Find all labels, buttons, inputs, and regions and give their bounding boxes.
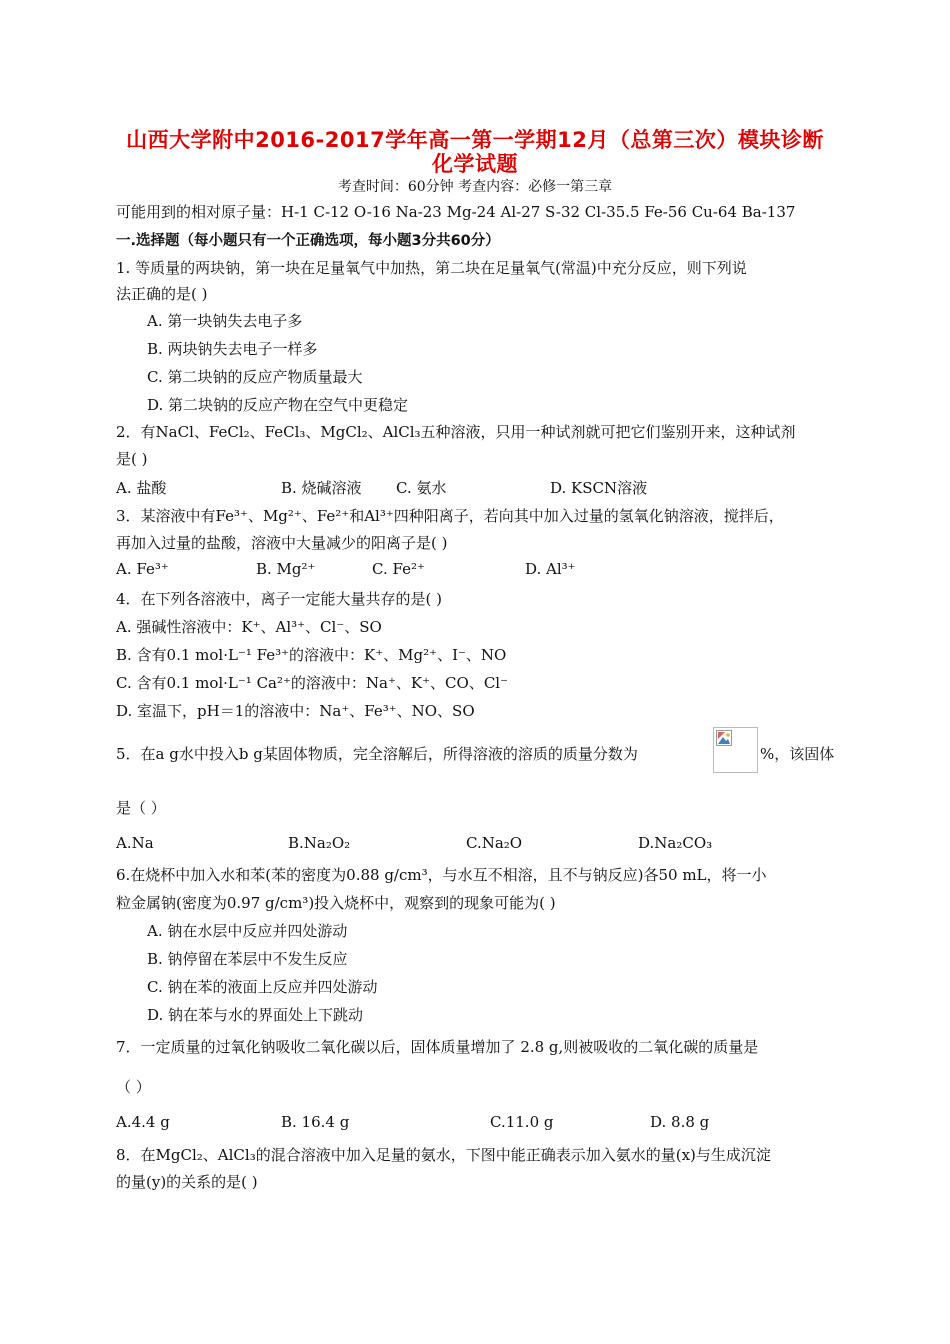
question-3-option-c: C. Fe²⁺ [372, 560, 425, 578]
question-5-stem: 5．在a g水中投入b g某固体物质，完全溶解后，所得溶液的溶质的质量分数为 [116, 745, 638, 763]
question-5-option-b: B.Na₂O₂ [288, 834, 351, 852]
question-3-option-d: D. Al³⁺ [525, 560, 576, 578]
question-3-option-b: B. Mg²⁺ [256, 560, 316, 578]
question-2-stem: 2．有NaCl、FeCl₂、FeCl₃、MgCl₂、AlCl₃五种溶液，只用一种试剂就可把它们鉴别开来，这种试剂 [116, 423, 796, 441]
question-7-stem-cont: （ ） [116, 1078, 151, 1096]
question-7-option-d: D. 8.8 g [650, 1113, 710, 1131]
question-5-option-c: C.Na₂O [466, 834, 523, 852]
exam-subject-title: 化学试题 [432, 152, 518, 176]
question-1-option-a: A. 第一块钠失去电子多 [147, 312, 303, 330]
section-heading: 一.选择题（每小题只有一个正确选项，每小题3分共60分） [116, 233, 500, 249]
question-1-stem-cont: 法正确的是( ) [116, 285, 208, 303]
exam-title: 山西大学附中2016-2017学年高一第一学期12月（总第三次）模块诊断 [126, 128, 824, 152]
question-5-stem-line2: 是（ ） [116, 799, 166, 817]
question-6-option-c: C. 钠在苯的液面上反应并四处游动 [147, 978, 378, 996]
question-1-option-d: D. 第二块钠的反应产物在空气中更稳定 [147, 396, 409, 414]
question-7-option-a: A.4.4 g [116, 1113, 170, 1131]
question-7-stem: 7．一定质量的过氧化钠吸收二氧化碳以后，固体质量增加了 2.8 g,则被吸收的二氧化碳的质量是 [116, 1038, 759, 1056]
atomic-masses: 可能用到的相对原子量：H-1 C-12 O-16 Na-23 Mg-24 Al-27 S-32 Cl-35.5 Fe-56 Cu-64 Ba-137 [116, 203, 796, 221]
question-3-stem: 3．某溶液中有Fe³⁺、Mg²⁺、Fe²⁺和Al³⁺四种阳离子，若向其中加入过量的氢氧化钠溶液，搅拌后， [116, 507, 784, 525]
question-5-option-a: A.Na [116, 834, 154, 852]
question-6-stem-cont: 粒金属钠(密度为0.97 g/cm³)投入烧杯中，观察到的现象可能为( ) [116, 894, 556, 912]
formula-image-placeholder [713, 727, 758, 773]
question-4-option-b: B. 含有0.1 mol·L⁻¹ Fe³⁺的溶液中：K⁺、Mg²⁺、I⁻、NO [116, 646, 507, 664]
question-3-stem-cont: 再加入过量的盐酸，溶液中大量减少的阳离子是( ) [116, 534, 448, 552]
question-6-option-b: B. 钠停留在苯层中不发生反应 [147, 950, 348, 968]
question-4-option-d: D. 室温下，pH＝1的溶液中：Na⁺、Fe³⁺、NO、SO [116, 702, 475, 720]
question-8-stem: 8．在MgCl₂、AlCl₃的混合溶液中加入足量的氨水，下图中能正确表示加入氨水的量(x)与生成沉淀 [116, 1146, 771, 1164]
question-4-option-c: C. 含有0.1 mol·L⁻¹ Ca²⁺的溶液中：Na⁺、K⁺、CO、Cl⁻ [116, 674, 509, 692]
question-5-option-d: D.Na₂CO₃ [638, 834, 713, 852]
question-2-option-c: C. 氨水 [396, 479, 447, 497]
question-7-option-b: B. 16.4 g [281, 1113, 350, 1131]
question-6-option-d: D. 钠在苯与水的界面处上下跳动 [147, 1006, 364, 1024]
question-2-option-b: B. 烧碱溶液 [281, 479, 362, 497]
question-2-stem-cont: 是( ) [116, 450, 148, 468]
question-4-stem: 4．在下列各溶液中，离子一定能大量共存的是( ) [116, 590, 443, 608]
exam-info: 考查时间：60分钟 考查内容：必修一第三章 [337, 179, 613, 195]
broken-image-icon [716, 730, 732, 746]
question-1-stem: 1. 等质量的两块钠，第一块在足量氧气中加热，第二块在足量氧气(常温)中充分反应，则下列说 [116, 259, 747, 277]
question-2-option-d: D. KSCN溶液 [550, 479, 648, 497]
question-6-stem: 6.在烧杯中加入水和苯(苯的密度为0.88 g/cm³，与水互不相溶，且不与钠反应)各50 mL，将一小 [116, 866, 767, 884]
question-2-option-a: A. 盐酸 [116, 479, 167, 497]
question-8-stem-cont: 的量(y)的关系的是( ) [116, 1173, 258, 1191]
question-4-option-a: A. 强碱性溶液中：K⁺、Al³⁺、Cl⁻、SO [116, 618, 382, 636]
question-1-option-c: C. 第二块钠的反应产物质量最大 [147, 368, 363, 386]
question-6-option-a: A. 钠在水层中反应并四处游动 [147, 922, 348, 940]
question-7-option-c: C.11.0 g [490, 1113, 554, 1131]
question-3-option-a: A. Fe³⁺ [116, 560, 169, 578]
question-5-stem-cont: %，该固体 [760, 745, 835, 763]
question-1-option-b: B. 两块钠失去电子一样多 [147, 340, 318, 358]
